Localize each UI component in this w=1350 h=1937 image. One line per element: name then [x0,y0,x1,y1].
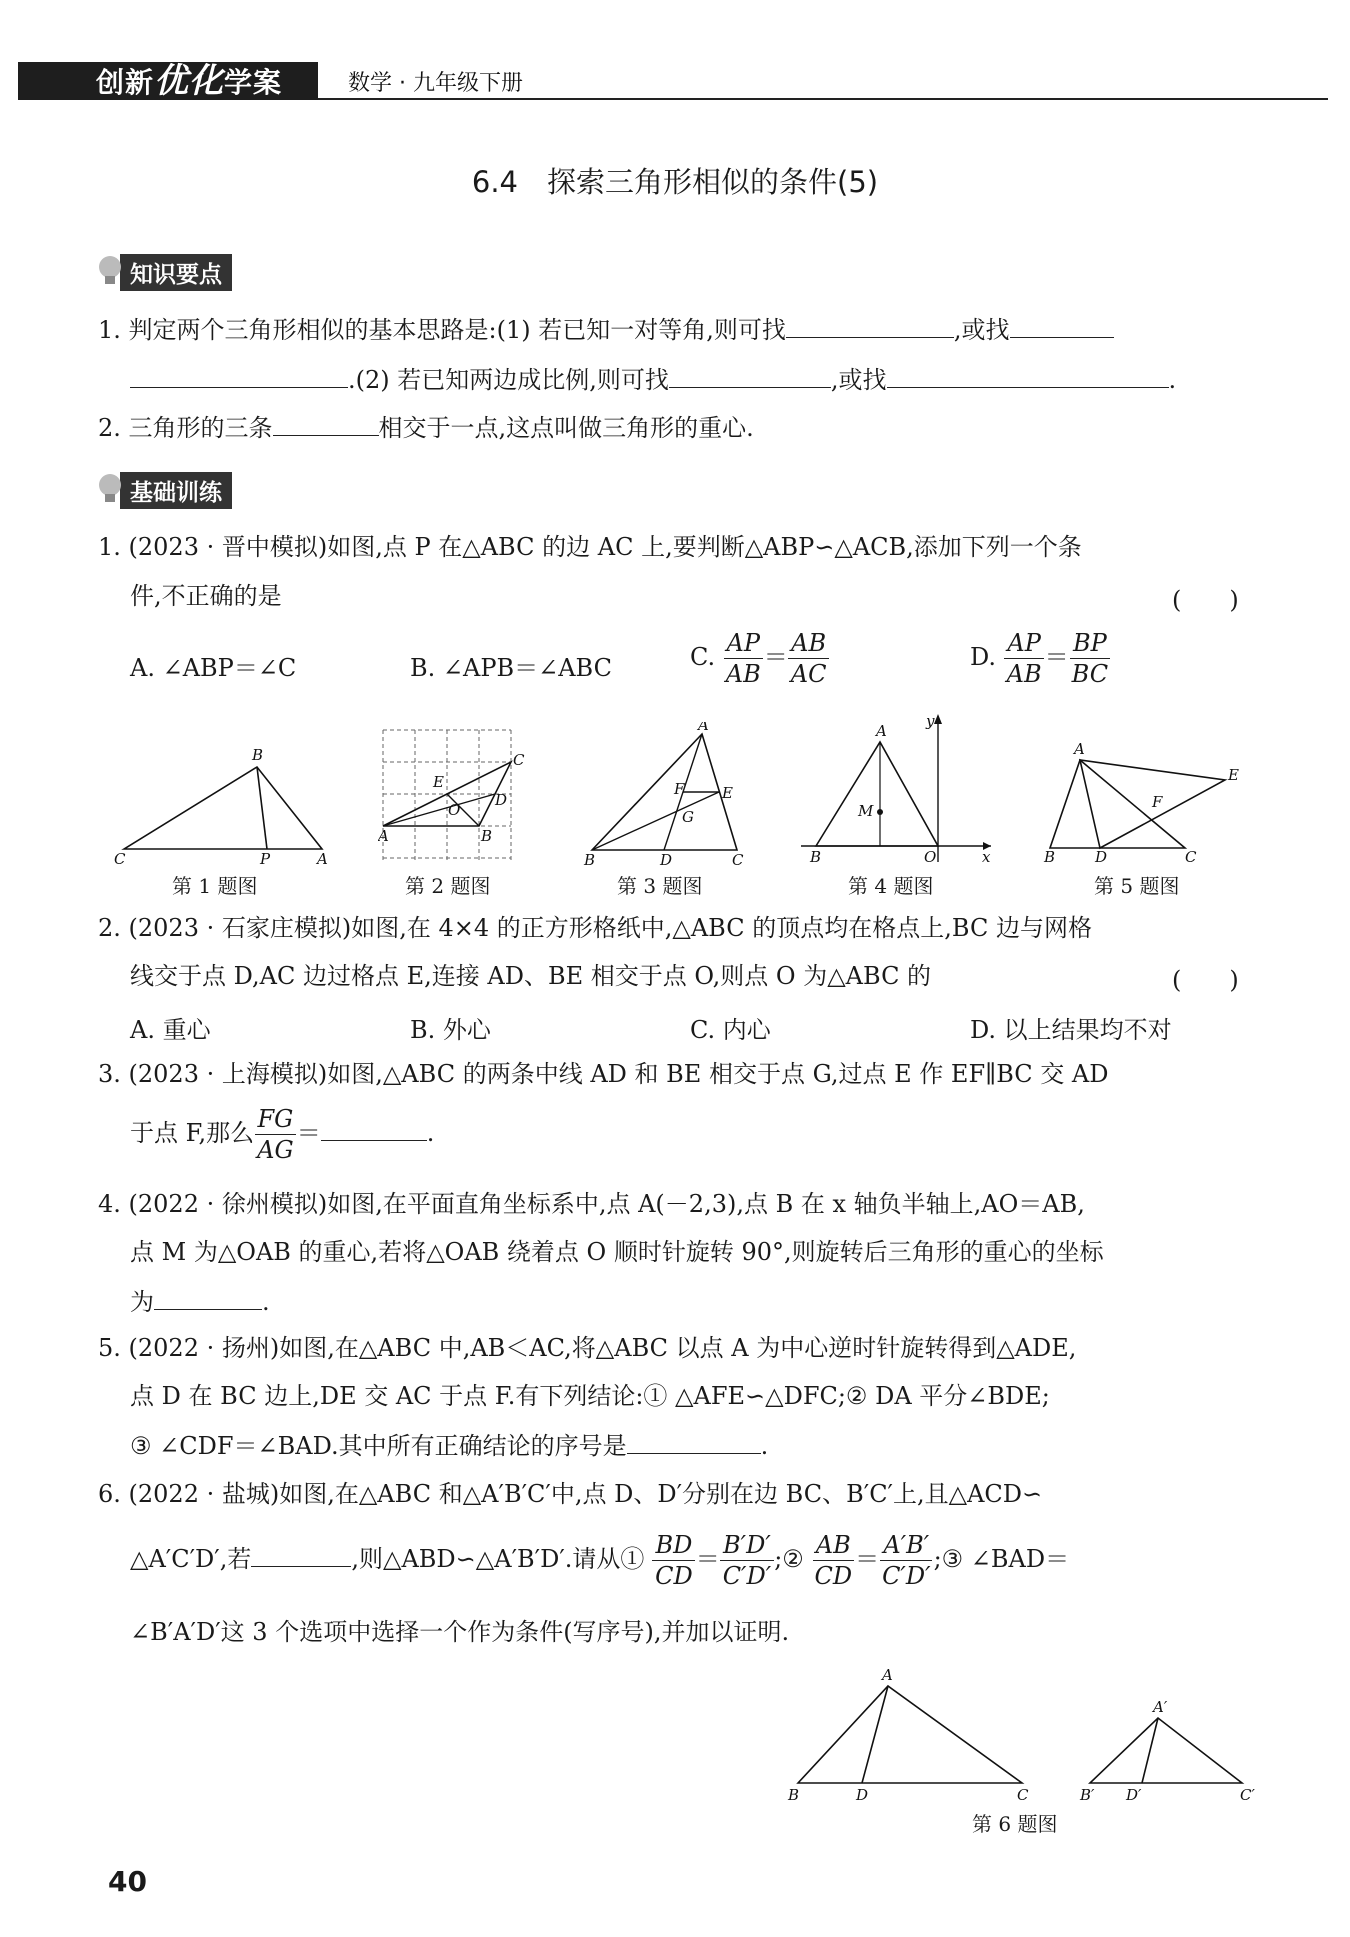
brand-text-c: 学案 [224,66,283,99]
svg-text:F: F [1152,793,1163,811]
svg-text:y: y [926,712,935,730]
figure-2 [378,725,533,869]
svg-text:C: C [1185,848,1197,865]
section-label: 基础训练 [120,472,232,509]
svg-text:A: A [378,827,389,845]
svg-text:G: G [682,808,694,826]
lightbulb-icon [96,472,126,508]
svg-text:A: A [317,850,328,867]
knowledge-item-2: 2. 三角形的三条 相交于一点,这点叫做三角形的重心. [98,410,754,446]
figure-2-caption: 第 2 题图 [405,874,491,898]
svg-text:A′: A′ [1153,1698,1168,1716]
svg-text:M: M [858,802,874,820]
svg-text:O: O [924,848,937,866]
svg-text:A: A [882,1668,893,1684]
header-rule [318,98,1328,100]
q2-option-b: B. 外心 [410,1016,491,1044]
q1-option-a: A. ∠ABP＝∠C [130,654,297,682]
lightbulb-icon [96,254,126,290]
figure-3-caption: 第 3 题图 [617,874,703,898]
svg-text:E: E [722,784,733,802]
svg-text:A: A [1074,740,1085,758]
brand-banner [18,62,318,100]
book-subject: 数学 · 九年级下册 [348,71,523,96]
svg-text:D: D [856,1786,869,1804]
q2-option-a: A. 重心 [130,1016,211,1044]
svg-text:D: D [1095,848,1108,865]
figure-5-caption: 第 5 题图 [1094,874,1180,898]
svg-text:x: x [982,848,991,866]
figure-5 [1040,740,1240,869]
svg-text:D: D [495,791,508,809]
knowledge-item-1-cont: .(2) 若已知两边成比例,则可找 ,或找 . [130,362,1176,398]
q4-line-2: 点 M 为△OAB 的重心,若将△OAB 绕着点 O 顺时针旋转 90°,则旋转后三角形的重心的坐标 [130,1238,1104,1266]
section-knowledge [96,252,232,292]
svg-text:O: O [448,801,461,819]
section-training [96,470,232,510]
svg-text:A: A [876,722,887,740]
q6-line-3: ∠B′A′D′这 3 个选项中选择一个作为条件(写序号),并加以证明. [130,1618,790,1646]
svg-text:F: F [674,780,685,798]
q1-line-1: 1. (2023 · 晋中模拟)如图,点 P 在△ABC 的边 AC 上,要判断△ABP∽△ACB,添加下列一个条 [98,533,1082,561]
q6-line-1: 6. (2022 · 盐城)如图,在△ABC 和△A′B′C′中,点 D、D′分别在边 BC、B′C′上,且△ACD∽ [98,1480,1043,1508]
svg-text:E: E [1228,766,1239,784]
q5-line-3: ③ ∠CDF＝∠BAD.其中所有正确结论的序号是 . [130,1428,768,1464]
answer-paren: ( ) [1172,966,1239,994]
svg-text:B: B [584,851,596,867]
brand-text-a: 创新 [96,66,155,99]
figure-6 [780,1668,1270,1812]
svg-text:B: B [810,848,822,866]
lesson-title: 6.4 探索三角形相似的条件(5) [471,165,879,199]
q1-option-b: B. ∠APB＝∠ABC [410,654,613,682]
svg-text:E: E [433,773,444,791]
figure-1-caption: 第 1 题图 [172,874,258,898]
svg-text:C: C [513,751,525,769]
figure-1 [112,742,337,871]
q2-line-2: 线交于点 D,AC 边过格点 E,连接 AD、BE 相交于点 O,则点 O 为△ABC 的 [130,962,932,990]
q3-line-1: 3. (2023 · 上海模拟)如图,△ABC 的两条中线 AD 和 BE 相交于点 G,过点 E 作 EF∥BC 交 AD [98,1060,1109,1088]
q5-line-1: 5. (2022 · 扬州)如图,在△ABC 中,AB＜AC,将△ABC 以点 A 为中心逆时针旋转得到△ADE, [98,1334,1077,1362]
q1-option-d: D. $\frac{AP}{AB}$ ＝ $\frac{BP}{BC}$ [970,629,1109,688]
q4-line-3: 为 . [130,1284,270,1320]
answer-paren: ( ) [1172,586,1239,614]
svg-text:B: B [1044,848,1056,865]
svg-text:C′: C′ [1240,1786,1255,1804]
svg-text:P: P [260,850,271,867]
page-number: 40 [108,1865,147,1898]
svg-text:D′: D′ [1126,1786,1142,1804]
q2-option-d: D. 以上结果均不对 [970,1016,1172,1044]
svg-text:B: B [252,746,264,764]
figure-6-caption: 第 6 题图 [972,1812,1058,1836]
q2-line-1: 2. (2023 · 石家庄模拟)如图,在 4×4 的正方形格纸中,△ABC 的顶点均在格点上,BC 边与网格 [98,914,1092,942]
q3-line-2: 于点 F,那么 $\frac{FG}{AG}$ ＝ . [130,1105,435,1164]
figure-4-caption: 第 4 题图 [848,874,934,898]
svg-text:B′: B′ [1080,1786,1095,1804]
svg-text:C: C [1017,1786,1029,1804]
svg-text:B: B [481,827,493,845]
svg-text:A: A [698,722,709,734]
svg-text:D: D [660,851,673,867]
q2-option-c: C. 内心 [690,1016,771,1044]
q1-line-2: 件,不正确的是 [130,582,282,610]
svg-text:C: C [114,850,126,867]
page-header [18,62,1328,102]
q4-line-1: 4. (2022 · 徐州模拟)如图,在平面直角坐标系中,点 A(－2,3),点 B 在 x 轴负半轴上,AO＝AB, [98,1190,1085,1218]
figure-3 [582,722,752,871]
knowledge-item-1: 1. 判定两个三角形相似的基本思路是:(1) 若已知一对等角,则可找 ,或找 [98,312,1114,348]
figure-4 [796,712,996,871]
svg-text:B: B [788,1786,800,1804]
section-label: 知识要点 [120,254,232,291]
q5-line-2: 点 D 在 BC 边上,DE 交 AC 于点 F.有下列结论:① △AFE∽△DFC;② DA 平分∠BDE; [130,1382,1050,1410]
brand-text-b: 优化 [154,61,225,101]
q1-option-c: C. $\frac{AP}{AB}$ ＝ $\frac{AB}{AC}$ [690,628,829,689]
svg-text:C: C [732,851,744,867]
q6-line-2: △A′C′D′,若 ,则△ABD∽△A′B′D′.请从① $\frac{BD}{CD}$ ＝ $\frac{B'D'}{C'D'}$ ;② $\frac{AB}{CD}$ ＝ $\frac{A'B'}{C'D'}$ ;③ ∠BAD＝ [130,1531,1070,1590]
